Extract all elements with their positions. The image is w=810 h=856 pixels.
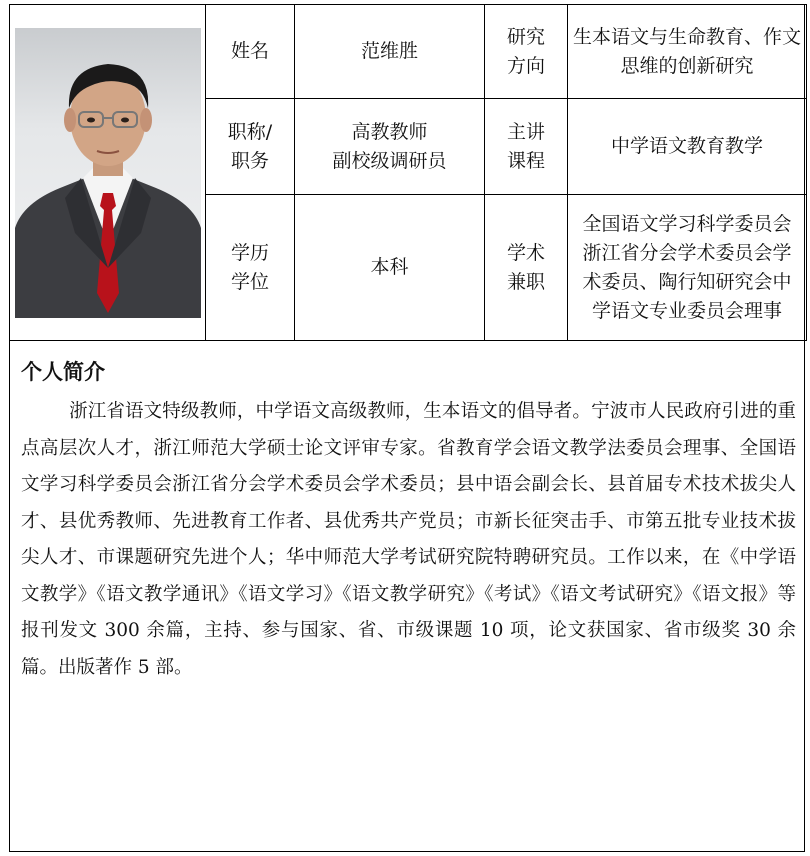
bio-text: 浙江省语文特级教师，中学语文高级教师，生本语文的倡导者。宁波市人民政府引进的重点高层次人才，浙江师范大学硕士论文评审专家。省教育学会语文教学法委员会理事、全国语文学习科学委员会浙江省分会学术委员会学术委员；县中语会副会长、县首届专术技术拔尖人才、县优秀教师、先进教育工作者、县优秀共产党员；市新长征突击手、市第五批专业技术拔尖人才、市课题研究先进个人；华中师范大学考试研究院特聘研究员。工作以来，在《中学语文教学》《语文教学通讯》《语文学习》《语文教学研究》《考试》《语文考试研究》《语文报》等报刊发文 300 余篇，主持、参与国家、省、市级课题 10 项，论文获国家、省市级奖 30 余篇。出版著作 5 部。	[21, 401, 796, 678]
photo-cell	[10, 5, 206, 341]
title-value	[295, 99, 485, 195]
portrait-image	[15, 28, 201, 318]
degree-value: 本科	[295, 195, 485, 341]
table-row	[10, 5, 807, 99]
bio-heading: 个人简介	[21, 359, 105, 384]
name-label: 姓名	[206, 5, 295, 99]
title-line-1: 高教教师	[351, 120, 428, 143]
academic-label: 学术兼职	[485, 195, 568, 341]
portrait-photo	[15, 28, 201, 318]
profile-table	[9, 4, 807, 341]
course-value: 中学语文教育教学	[568, 99, 807, 195]
name-value: 范维胜	[295, 5, 485, 99]
research-label: 研究方向	[485, 5, 568, 99]
degree-label: 学历学位	[206, 195, 295, 341]
title-line-2: 副校级调研员	[332, 149, 447, 172]
research-value: 生本语文与生命教育、作文思维的创新研究	[568, 5, 807, 99]
bio-section	[9, 342, 806, 686]
course-label: 主讲课程	[485, 99, 568, 195]
academic-value: 全国语文学习科学委员会浙江省分会学术委员会学术委员、陶行知研究会中学语文专业委员会理事	[568, 195, 807, 341]
title-label: 职称/职务	[206, 99, 295, 195]
